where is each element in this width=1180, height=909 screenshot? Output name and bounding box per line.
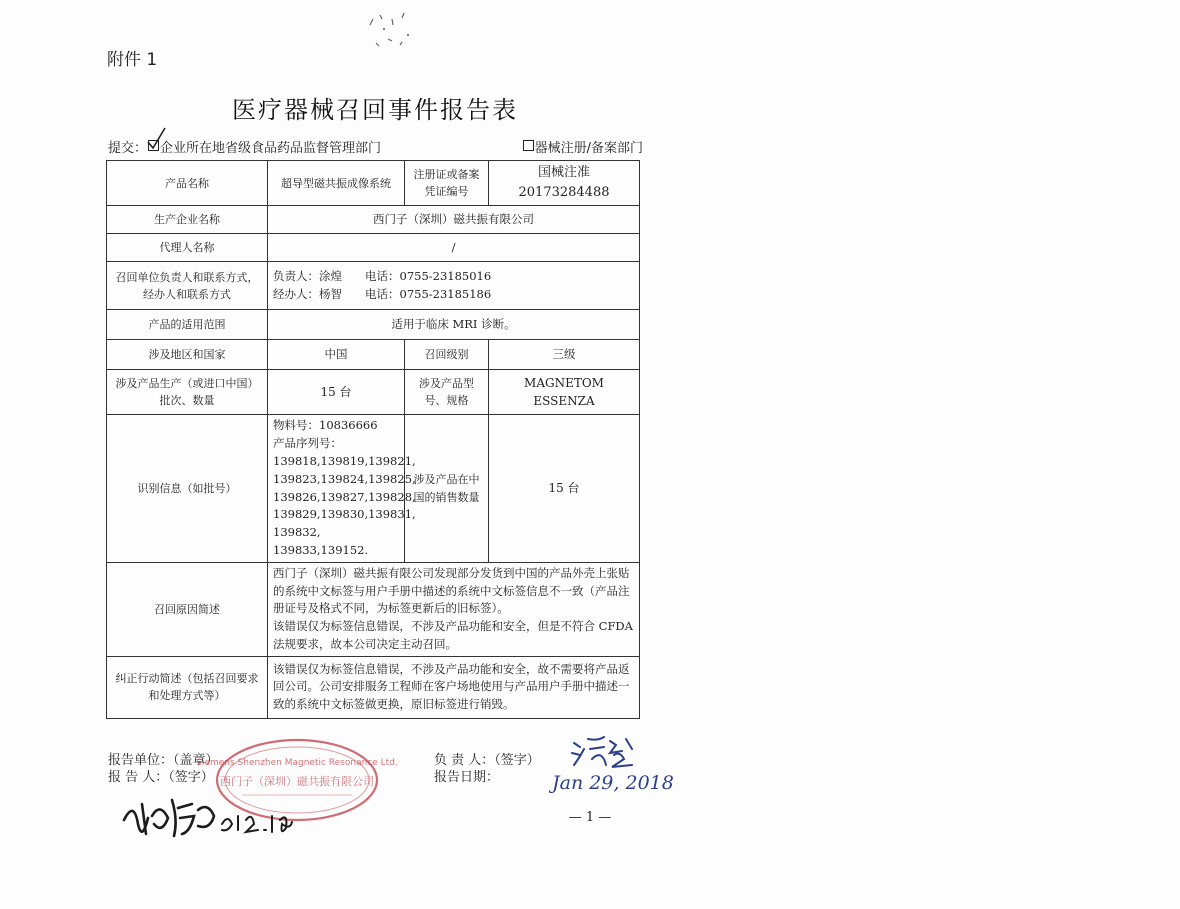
quantity-label: 涉及产品生产（或进口中国）批次、数量: [107, 370, 268, 415]
report-unit-label: 报告单位：（盖章）: [108, 753, 219, 768]
registration-label: 注册证或备案凭证编号: [405, 161, 489, 206]
china-sales-label: 涉及产品在中国的销售数量: [405, 415, 489, 563]
handler-line: 经办人：杨智 电话：0755-23185186: [273, 286, 492, 301]
responsible-signature: [570, 733, 640, 769]
contact-label: 召回单位负责人和联系方式，经办人和联系方式: [107, 262, 268, 310]
recall-level-value: 三级: [489, 340, 640, 370]
product-name-label: 产品名称: [107, 161, 268, 206]
table-row: [107, 262, 640, 310]
serial-line: 139826,139827,139828,: [273, 489, 416, 504]
responsible-person-label: 负 责 人：（签字）: [434, 753, 540, 768]
material-number: 物料号：10836666: [273, 418, 378, 433]
scope-value: 适用于临床 MRI 诊断。: [268, 310, 640, 340]
reason-paragraph: 西门子（深圳）磁共振有限公司发现部分发货到中国的产品外壳上张贴的系统中文标签与用户手册中描述的系统中文标签信息不一致（产品注册证号及格式不同，为标签更新后的旧标签）。: [273, 565, 630, 616]
table-row: [107, 310, 640, 340]
responsible-line: 负责人：涂煌 电话：0755-23185016: [273, 268, 492, 283]
manufacturer-value: 西门子（深圳）磁共振有限公司: [268, 206, 640, 234]
table-row: [107, 562, 640, 656]
agent-value: /: [268, 234, 640, 262]
option-provincial-label: 企业所在地省级食品药品监督管理部门: [160, 141, 382, 156]
action-label: 纠正行动简述（包括召回要求和处理方式等）: [107, 656, 268, 718]
table-row: [107, 206, 640, 234]
china-sales-value: 15 台: [489, 415, 640, 563]
serial-line: 139832, 139833,139152.: [273, 525, 369, 557]
page-number: — 1 —: [568, 810, 612, 825]
reason-text: [268, 562, 640, 656]
serial-label: 产品序列号：: [273, 436, 342, 451]
table-row: [107, 161, 640, 206]
reporter-label: 报 告 人：（签字）: [108, 770, 214, 785]
serial-line: 139829,139830,139831,: [273, 507, 416, 522]
model-value: MAGNETOM ESSENZA: [489, 370, 640, 415]
submit-line: [108, 137, 643, 156]
identification-info: [268, 415, 416, 563]
recall-report-table: [106, 160, 640, 719]
document-title: 医疗器械召回事件报告表: [232, 96, 518, 124]
serial-line: 139818,139819,139821,: [273, 453, 416, 468]
model-label: 涉及产品型号、规格: [405, 370, 489, 415]
table-row: [107, 370, 640, 415]
svg-text:Siemens Shenzhen Magnetic Reso: Siemens Shenzhen Magnetic Resonance Ltd.: [196, 758, 398, 768]
report-date-label: 报告日期：: [434, 770, 500, 785]
svg-text:西门子（深圳）磁共振有限公司: 西门子（深圳）磁共振有限公司: [220, 775, 374, 788]
registration-number: 国械注准 20173284488: [489, 161, 640, 206]
quantity-value: 15 台: [268, 370, 405, 415]
serial-line: 139823,139824,139825,: [273, 471, 416, 486]
scan-noise-marks: [360, 5, 420, 55]
option-registration-label: 器械注册/备案部门: [534, 141, 643, 156]
scope-label: 产品的适用范围: [107, 310, 268, 340]
table-row: [107, 656, 640, 718]
table-row: [107, 340, 640, 370]
agent-label: 代理人名称: [107, 234, 268, 262]
product-name-value: 超导型磁共振成像系统: [268, 161, 405, 206]
annex-label: 附件 1: [107, 50, 158, 70]
checkbox-registration[interactable]: [523, 140, 534, 151]
handwritten-date: Jan 29, 2018: [552, 772, 674, 794]
submit-prefix: 提交：: [108, 141, 148, 156]
contact-info: [268, 262, 640, 310]
table-row: [107, 415, 640, 563]
recall-level-label: 召回级别: [405, 340, 489, 370]
reason-paragraph: 该错误仅为标签信息错误，不涉及产品功能和安全，但是不符合 CFDA 法规要求，故本公司决定主动召回。: [273, 619, 633, 652]
checkbox-provincial[interactable]: [148, 140, 159, 151]
table-row: [107, 234, 640, 262]
manufacturer-label: 生产企业名称: [107, 206, 268, 234]
action-text: 该错误仅为标签信息错误，不涉及产品功能和安全，故不需要将产品返回公司。公司安排服务工程师在客户场地使用与产品用户手册中描述一致的系统中文标签做更换，原旧标签进行销毁。: [268, 656, 640, 718]
reason-label: 召回原因简述: [107, 562, 268, 656]
region-value: 中国: [268, 340, 405, 370]
region-label: 涉及地区和国家: [107, 340, 268, 370]
identification-label: 识别信息（如批号）: [107, 415, 268, 563]
